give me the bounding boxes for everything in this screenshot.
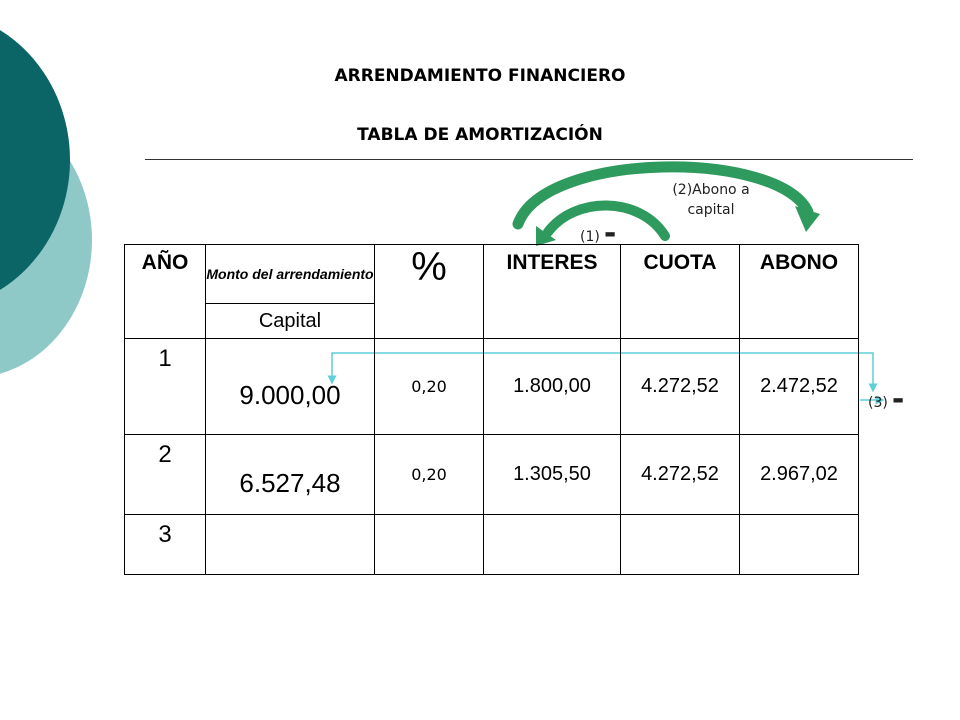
minus-sign-3: - <box>891 382 905 417</box>
header-divider <box>145 159 913 160</box>
note-3-label: (3) <box>868 395 888 411</box>
minus-sign-1: - <box>603 216 617 251</box>
interest-cell: 1.305,50 <box>484 435 621 515</box>
payment-cell <box>621 515 740 575</box>
header-row <box>125 245 859 304</box>
table-row <box>125 435 859 515</box>
payment-cell: 4.272,52 <box>621 435 740 515</box>
note-abono-capital: (2)Abono a capital <box>672 182 750 218</box>
header-payment: CUOTA <box>621 245 740 339</box>
rate-cell: 0,20 <box>375 435 484 515</box>
principal-cell: 2.472,52 <box>740 339 859 435</box>
header-percent: % <box>375 245 484 339</box>
capital-cell: 9.000,00 <box>206 339 375 435</box>
note-3 <box>868 382 905 417</box>
year-cell: 3 <box>125 515 206 575</box>
note-1-label: (1) <box>580 229 600 245</box>
year-cell: 1 <box>125 339 206 435</box>
table-row <box>125 339 859 435</box>
capital-cell <box>206 515 375 575</box>
page-subtitle: TABLA DE AMORTIZACIÓN <box>357 125 603 145</box>
header-year: AÑO <box>125 245 206 339</box>
principal-cell <box>740 515 859 575</box>
rate-cell <box>375 515 484 575</box>
capital-cell: 6.527,48 <box>206 435 375 515</box>
table-row <box>125 515 859 575</box>
header-amount: Monto del arrendamiento <box>206 245 375 304</box>
amortization-table <box>124 244 859 575</box>
year-cell: 2 <box>125 435 206 515</box>
principal-cell: 2.967,02 <box>740 435 859 515</box>
interest-cell <box>484 515 621 575</box>
header-capital: Capital <box>206 304 375 339</box>
header-principal: ABONO <box>740 245 859 339</box>
payment-cell: 4.272,52 <box>621 339 740 435</box>
interest-cell: 1.800,00 <box>484 339 621 435</box>
page-title: ARRENDAMIENTO FINANCIERO <box>334 66 626 86</box>
header-interest: INTERES <box>484 245 621 339</box>
rate-cell: 0,20 <box>375 339 484 435</box>
